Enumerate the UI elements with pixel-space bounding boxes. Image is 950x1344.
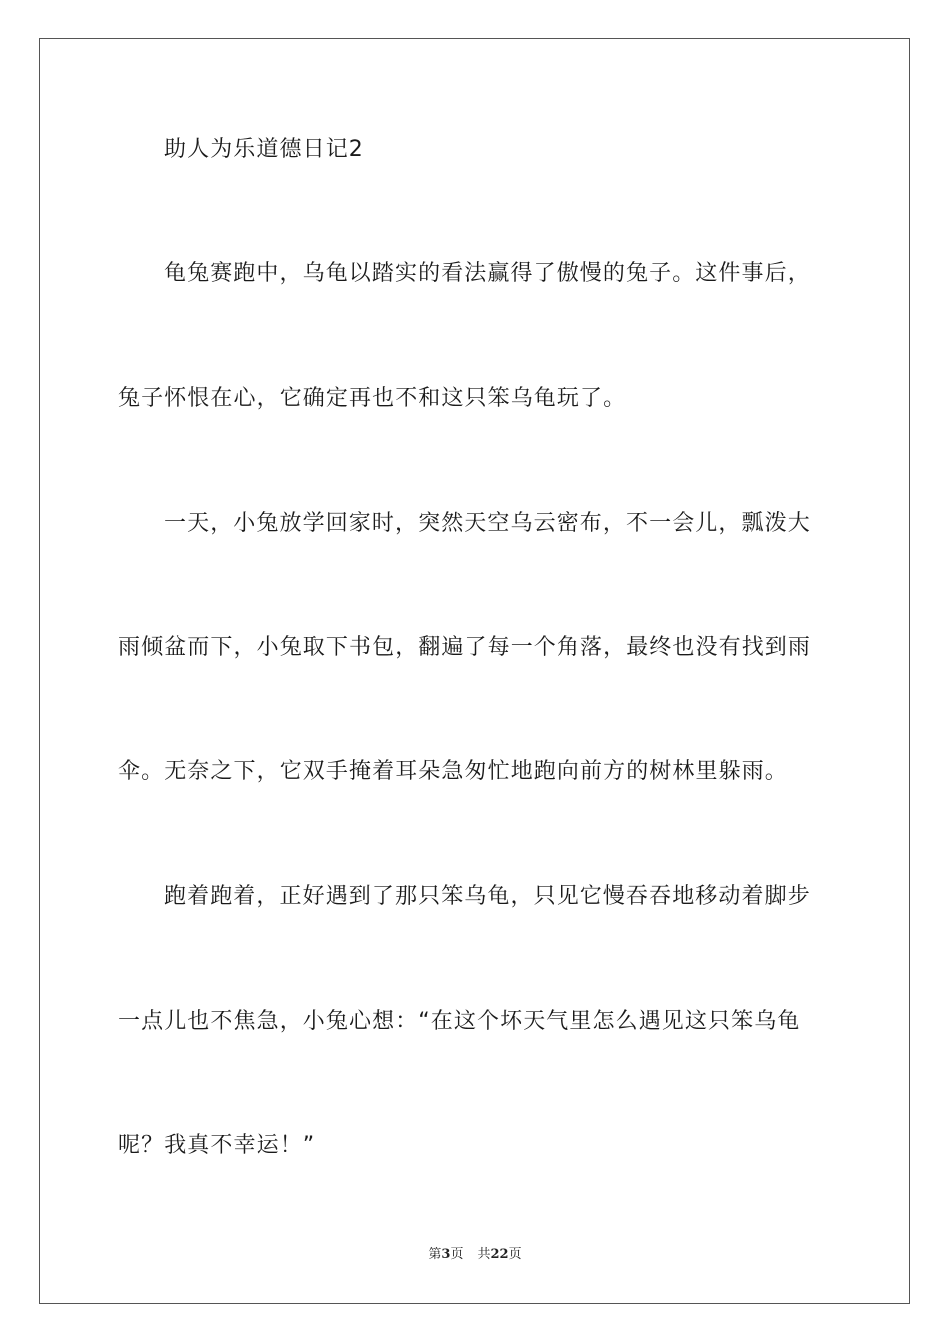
paragraph-line: 一点儿也不焦急，小兔心想：“在这个坏天气里怎么遇见这只笨乌龟 <box>118 1009 801 1034</box>
page-prefix: 第 <box>428 1247 442 1262</box>
paragraph-line: 呢？我真不幸运！” <box>118 1133 316 1158</box>
total-suffix: 页 <box>508 1247 522 1262</box>
page-footer <box>0 1246 950 1264</box>
page-border <box>39 38 910 1304</box>
total-pages: 22 <box>490 1247 509 1262</box>
paragraph-line: 伞。无奈之下，它双手掩着耳朵急匆忙地跑向前方的树林里躲雨。 <box>118 759 788 784</box>
page-number: 3 <box>441 1247 451 1262</box>
paragraph-line: 龟兔赛跑中，乌龟以踏实的看法赢得了傲慢的兔子。这件事后， <box>164 261 811 286</box>
paragraph-line: 跑着跑着，正好遇到了那只笨乌龟，只见它慢吞吞地移动着脚步 <box>164 884 811 909</box>
paragraph-line: 一天，小兔放学回家时，突然天空乌云密布，不一会儿，瓢泼大 <box>164 511 811 536</box>
paragraph-line: 兔子怀恨在心，它确定再也不和这只笨乌龟玩了。 <box>118 386 627 411</box>
total-prefix: 共 <box>477 1247 491 1262</box>
page-suffix: 页 <box>450 1247 464 1262</box>
paragraph-line: 雨倾盆而下，小兔取下书包，翻遍了每一个角落，最终也没有找到雨 <box>118 635 812 660</box>
document-title: 助人为乐道德日记2 <box>164 137 364 162</box>
